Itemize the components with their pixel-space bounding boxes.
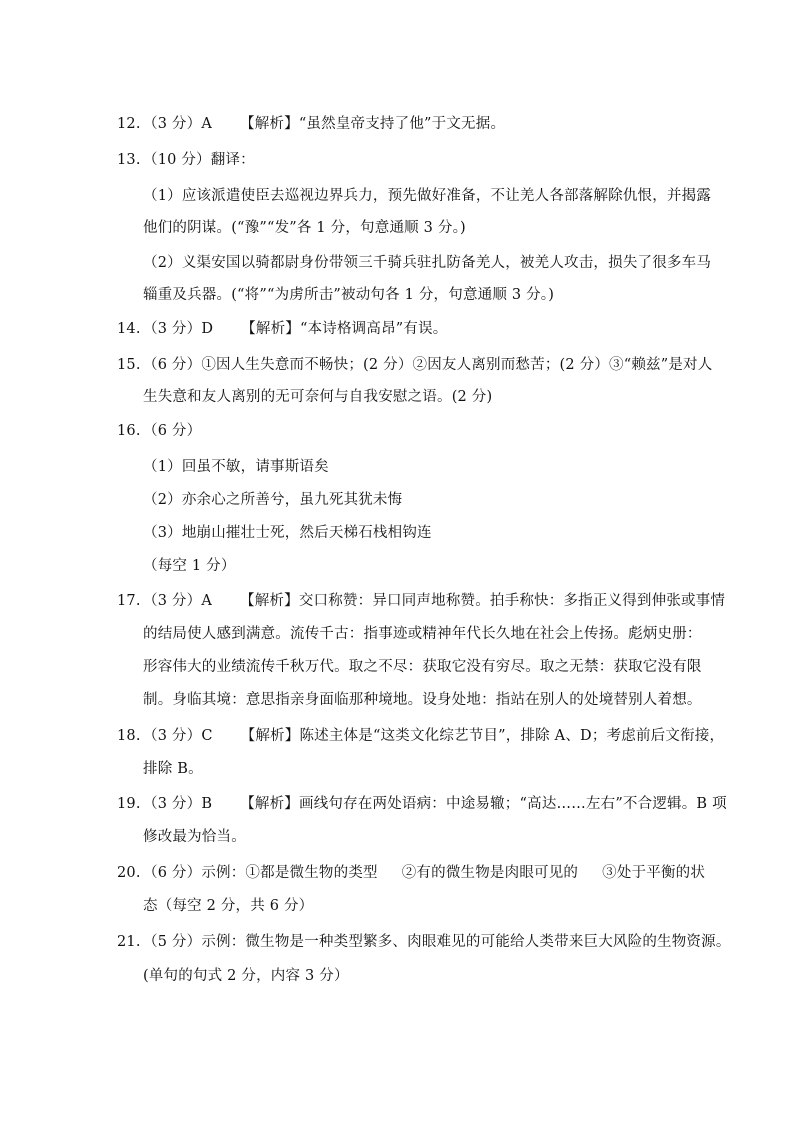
question-number: 21.	[117, 934, 141, 950]
answer-text-part3: ③处于平衡的状	[602, 865, 706, 881]
answer-13-part1-line2: 他们的阴谋。(“豫”“发”各 1 分，句意通顺 3 分。)	[143, 220, 466, 236]
answer-17-line3: 形容伟大的业绩流传千秋万代。取之不尽：获取它没有穷尽。取之无禁：获取它没有限	[143, 659, 702, 675]
question-number: 20.	[117, 865, 141, 881]
answer-15	[117, 356, 712, 374]
answer-explanation: 【解析】“虽然皇帝支持了他”于文无据。	[240, 116, 506, 132]
answer-text-part1: （6 分）示例：①都是微生物的类型	[143, 865, 378, 881]
answer-16-note: （每空 1 分）	[143, 558, 236, 574]
answer-score: （3 分）B	[143, 796, 213, 812]
answer-18	[117, 727, 724, 745]
question-number: 15.	[117, 357, 141, 373]
question-number: 19.	[117, 796, 141, 812]
question-number: 17.	[117, 593, 141, 609]
question-number: 18.	[117, 728, 141, 744]
answer-19	[117, 795, 727, 813]
answer-16-item3: （3）地崩山摧壮士死，然后天梯石栈相钩连	[143, 525, 432, 541]
answer-20-line2: 态（每空 2 分，共 6 分）	[143, 898, 314, 914]
answer-20	[117, 864, 705, 882]
question-number: 16.	[117, 423, 141, 439]
answer-17-line2: 的结局使人感到满意。流传千古：指事迹或精神年代长久地在社会上传扬。彪炳史册：	[143, 626, 702, 642]
answer-14	[117, 320, 448, 338]
question-number: 13.	[117, 152, 141, 168]
answer-score: （3 分）C	[143, 728, 213, 744]
answer-19-line2: 修改最为恰当。	[143, 829, 246, 845]
answer-score: （3 分）A	[143, 116, 213, 132]
answer-explanation: 【解析】“本诗格调高昂”有误。	[241, 321, 448, 337]
answer-21	[117, 933, 731, 951]
answer-21-line2: (单句的句式 2 分，内容 3 分）	[143, 968, 349, 984]
answer-16	[117, 422, 201, 440]
answer-13	[117, 151, 255, 169]
answer-17	[117, 592, 725, 610]
answer-text-part2: ②有的微生物是肉眼可见的	[401, 865, 579, 881]
answer-text: （6 分）①因人生失意而不畅快；(2 分）②因友人离别而愁苦；(2 分）③“赖兹”是对人	[143, 357, 713, 373]
answer-12	[117, 115, 505, 133]
question-number: 14.	[117, 321, 141, 337]
question-number: 12.	[117, 116, 141, 132]
answer-explanation: 【解析】交口称赞：异口同声地称赞。拍手称快：多指正义得到伸张或事情	[240, 593, 726, 609]
answer-16-item1: （1）回虽不敏，请事斯语矣	[143, 459, 329, 475]
answer-score: （6 分）	[143, 423, 202, 439]
answer-score: （10 分）翻译：	[143, 152, 255, 168]
answer-15-line2: 生失意和友人离别的无可奈何与自我安慰之语。(2 分)	[143, 389, 493, 405]
answer-13-part1-line1: （1）应该派遣使臣去巡视边界兵力，预先做好准备，不让羌人各部落解除仇恨，并揭露	[143, 188, 712, 204]
answer-score: （3 分）A	[143, 593, 213, 609]
answer-score: （3 分）D	[143, 321, 214, 337]
answer-text: （5 分）示例：微生物是一种类型繁多、肉眼难见的可能给人类带来巨大风险的生物资源。	[143, 934, 731, 950]
answer-16-item2: （2）亦余心之所善兮，虽九死其犹未悔	[143, 492, 403, 508]
answer-explanation: 【解析】陈述主体是“这类文化综艺节目”，排除 A、D；考虑前后文衔接，	[240, 728, 725, 744]
answer-13-part2-line1: （2）义渠安国以骑都尉身份带领三千骑兵驻扎防备羌人，被羌人攻击，损失了很多车马	[143, 255, 712, 271]
answer-explanation: 【解析】画线句存在两处语病：中途易辙；“高达……左右”不合逻辑。B 项	[240, 796, 727, 812]
answer-17-line4: 制。身临其境：意思指亲身面临那种境地。设身处地：指站在别人的处境替别人着想。	[143, 692, 702, 708]
answer-18-line2: 排除 B。	[143, 761, 203, 777]
answer-13-part2-line2: 辎重及兵器。(“将”“为虏所击”被动句各 1 分，句意通顺 3 分。)	[143, 287, 555, 303]
